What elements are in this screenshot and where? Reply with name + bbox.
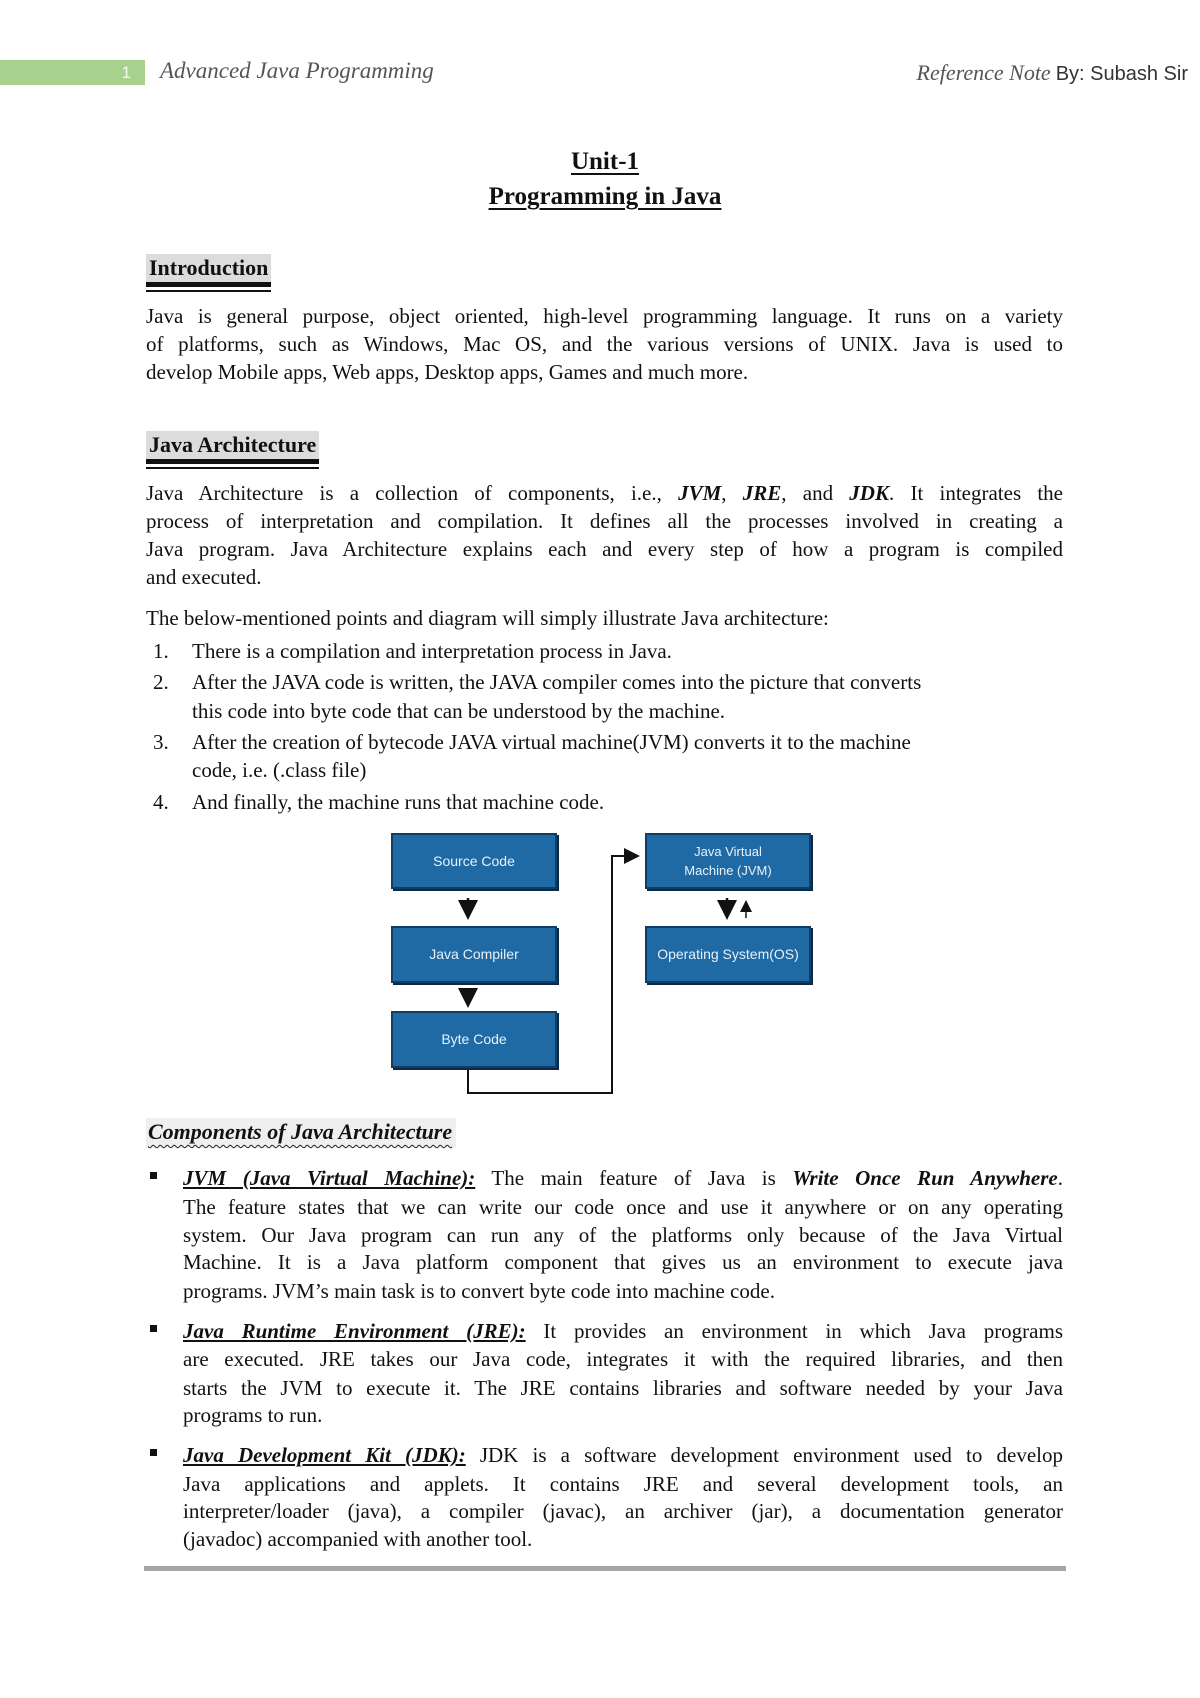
jvm-line: Machine. It is a Java platform component that gives us an environment to execute java [183,1250,1063,1274]
jdk-line [183,1441,1063,1469]
architecture-heading: Java Architecture [146,431,319,464]
introduction-heading: Introduction [146,254,271,287]
text: It provides an environment in which Java programs [525,1319,1064,1343]
jre-line [183,1317,1063,1345]
intro-line: Java is general purpose, object oriented, high-level programming language. It runs on a variety [146,304,1063,328]
list-item: code, i.e. (.class file) [192,758,367,782]
list-number: 3. [153,730,169,754]
jdk-term: JDK [849,481,889,505]
byte-code-box: Byte Code [391,1011,557,1068]
os-box: Operating System(OS) [645,926,811,983]
jdk-line: Java applications and applets. It contains JRE and several development tools, an [183,1472,1063,1496]
architecture-line: process of interpretation and compilation. It defines all the processes involved in creating a [146,509,1063,533]
page-title-text: Programming in Java [488,183,722,210]
jre-term: JRE [742,481,782,505]
architecture-line: Java program. Java Architecture explains each and every step of how a program is compiled [146,537,1063,561]
jvm-term: JVM (Java Virtual Machine): [183,1166,476,1190]
bullet-icon [150,1449,157,1456]
jre-term: Java Runtime Environment (JRE): [183,1319,526,1343]
java-compiler-box: Java Compiler [391,926,557,983]
list-item: this code into byte code that can be understood by the machine. [192,699,726,723]
jvm-line [183,1164,1063,1192]
source-code-box: Source Code [391,833,557,889]
footer-divider [144,1566,1066,1571]
jre-line: programs to run. [183,1403,323,1427]
jre-line: starts the JVM to execute it. The JRE contains libraries and software needed by your Java [183,1376,1063,1400]
jdk-term: Java Development Kit (JDK): [183,1443,466,1467]
text: , and [781,481,850,505]
intro-line: of platforms, such as Windows, Mac OS, and the various versions of UNIX. Java is used to [146,332,1063,356]
course-title: Advanced Java Programming [160,58,434,83]
text: , [721,481,743,505]
jvm-line: system. Our Java program can run any of the platforms only because of the Java Virtual [183,1223,1063,1247]
unit-title-text: Unit-1 [570,148,640,175]
list-item: After the creation of bytecode JAVA virtual machine(JVM) converts it to the machine [192,730,911,754]
jdk-line: (javadoc) accompanied with another tool. [183,1527,533,1551]
emphasis: Write Once Run Anywhere [792,1166,1058,1190]
jvm-line: The feature states that we can write our code once and use it anywhere or on any operating [183,1195,1063,1219]
bytecode-to-jvm-arrow [468,856,636,1093]
text: The main feature of Java is [475,1166,793,1190]
intro-line: develop Mobile apps, Web apps, Desktop apps, Games and much more. [146,360,749,384]
jre-line: are executed. JRE takes our Java code, integrates it with the required libraries, and then [183,1347,1063,1371]
architecture-line: and executed. [146,565,262,589]
jvm-label-1: Java Virtual [694,844,762,859]
list-item: And finally, the machine runs that machine code. [192,790,605,814]
bullet-icon [150,1172,157,1179]
text: . It integrates the [888,481,1064,505]
page-number: 1 [121,63,131,82]
jvm-line: programs. JVM’s main task is to convert byte code into machine code. [183,1279,775,1303]
list-number: 1. [153,639,169,663]
text: Java Architecture is a collection of components, i.e., [146,481,679,505]
jdk-line: interpreter/loader (java), a compiler (javac), an archiver (jar), a documentation generator [183,1499,1063,1523]
note-label: Reference Note [916,60,1051,85]
jvm-term: JVM [678,481,722,505]
list-number: 2. [153,670,169,694]
author: By: Subash Sir [1055,63,1188,85]
bullet-icon [150,1325,157,1332]
components-heading: Components of Java Architecture [146,1118,456,1148]
list-item: There is a compilation and interpretation process in Java. [192,639,672,663]
text: . [1057,1166,1063,1190]
list-number: 4. [153,790,169,814]
list-item: After the JAVA code is written, the JAVA compiler comes into the picture that converts [192,670,922,694]
points-intro: The below-mentioned points and diagram will simply illustrate Java architecture: [146,606,829,630]
text: JDK is a software development environment used to develop [465,1443,1063,1467]
jvm-label-2: Machine (JVM) [684,863,772,878]
